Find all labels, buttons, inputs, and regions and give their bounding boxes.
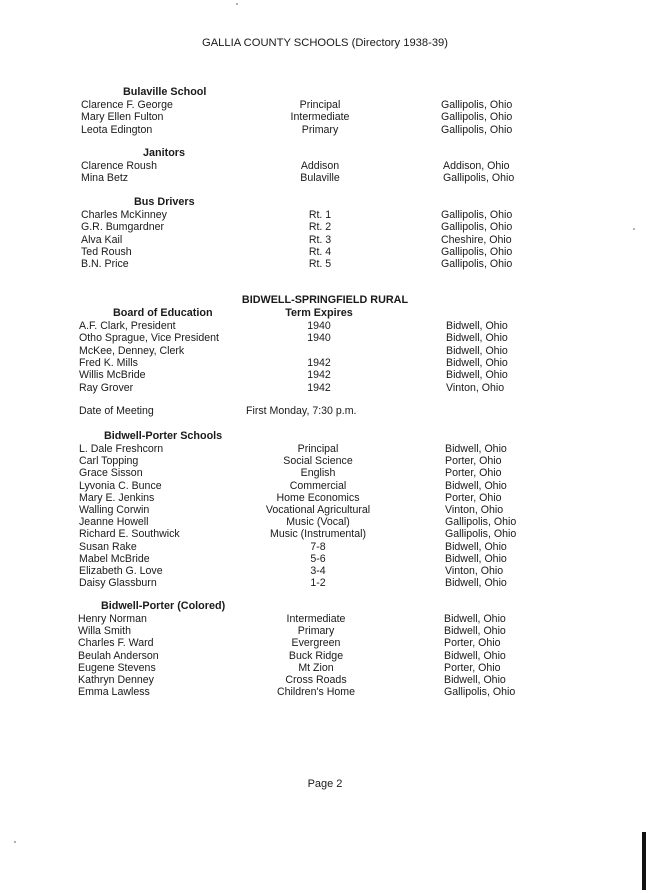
position-cell: English (300, 467, 336, 480)
directory-row (0, 99, 650, 111)
directory-row (0, 209, 650, 221)
position-cell: Buck Ridge (288, 649, 344, 662)
directory-row (0, 455, 650, 467)
position-cell: Children's Home (277, 686, 355, 699)
position-cell: Rt. 1 (308, 209, 332, 221)
directory-row (0, 172, 650, 184)
position-cell: Intermediate (290, 111, 350, 124)
directory-row (0, 369, 650, 381)
directory-row (0, 160, 650, 172)
meeting-value: First Monday, 7:30 p.m. (246, 405, 357, 417)
directory-row (0, 258, 650, 270)
directory-row (0, 357, 650, 369)
directory-row (0, 234, 650, 246)
directory-row (0, 686, 650, 698)
position-cell: Mt Zion (298, 661, 334, 674)
directory-row (0, 492, 650, 504)
address-cell: Vinton, Ohio (445, 504, 504, 516)
address-cell: Bidwell, Ohio (445, 577, 507, 590)
scan-edge-mark (642, 832, 646, 890)
address-cell: Bidwell, Ohio (446, 356, 508, 369)
address-cell: Gallipolis, Ohio (441, 221, 513, 234)
person-name: G.R. Bumgardner (81, 221, 165, 234)
directory-row (0, 528, 650, 540)
person-name: Beulah Anderson (78, 649, 159, 662)
address-cell: Gallipolis, Ohio (445, 516, 517, 529)
directory-row (0, 662, 650, 674)
person-name: Grace Sisson (79, 467, 143, 480)
address-cell: Porter, Ohio (444, 637, 501, 650)
position-cell: 1-2 (310, 577, 326, 590)
address-cell: Bidwell, Ohio (445, 479, 507, 492)
person-name: Mina Betz (81, 172, 129, 185)
person-name: Otho Sprague, Vice President (79, 332, 219, 345)
address-cell: Bidwell, Ohio (446, 344, 508, 357)
directory-row (0, 345, 650, 357)
address-cell: Porter, Ohio (445, 467, 502, 480)
directory-row (0, 553, 650, 565)
person-name: Fred K. Mills (79, 356, 138, 369)
directory-row (0, 541, 650, 553)
address-cell: Gallipolis, Ohio (441, 258, 513, 271)
position-cell: Music (Vocal) (286, 516, 350, 529)
position-cell: Primary (301, 123, 339, 136)
person-name: Clarence Roush (81, 160, 157, 172)
person-name: Susan Rake (79, 540, 137, 553)
address-cell: Bidwell, Ohio (446, 320, 508, 332)
person-name: Willis McBride (79, 369, 146, 382)
position-cell: Principal (299, 99, 341, 111)
address-cell: Gallipolis, Ohio (441, 111, 513, 124)
directory-row (0, 674, 650, 686)
position-cell: Primary (297, 625, 335, 638)
person-name: Emma Lawless (78, 686, 150, 699)
position-cell: 7-8 (310, 540, 326, 553)
directory-row (0, 111, 650, 123)
position-cell: 1940 (307, 320, 331, 332)
person-name: L. Dale Freshcorn (79, 443, 164, 455)
section-heading: Janitors (143, 147, 186, 159)
person-name: Leota Edington (81, 123, 153, 136)
directory-row (0, 443, 650, 455)
position-cell: 1940 (307, 332, 331, 345)
position-cell: Rt. 3 (308, 233, 332, 246)
scan-speck (236, 3, 238, 5)
person-name: Ray Grover (79, 381, 134, 394)
person-name: A.F. Clark, President (79, 320, 176, 332)
address-cell: Gallipolis, Ohio (441, 209, 513, 221)
address-cell: Bidwell, Ohio (445, 552, 507, 565)
address-cell: Bidwell, Ohio (446, 332, 508, 345)
address-cell: Gallipolis, Ohio (441, 245, 513, 258)
directory-row (0, 625, 650, 637)
person-name: Willa Smith (78, 625, 131, 638)
address-cell: Gallipolis, Ohio (441, 99, 513, 111)
person-name: Walling Corwin (79, 504, 150, 516)
person-name: Jeanne Howell (79, 516, 149, 529)
address-cell: Porter, Ohio (445, 455, 502, 468)
directory-row (0, 480, 650, 492)
directory-row (0, 637, 650, 649)
person-name: Henry Norman (78, 613, 147, 625)
position-cell: 1942 (307, 381, 331, 394)
section-heading: Bidwell-Porter Schools (104, 430, 223, 442)
person-name: Lyvonia C. Bunce (79, 479, 162, 492)
directory-row (0, 467, 650, 479)
directory-row (0, 565, 650, 577)
directory-row (0, 382, 650, 394)
address-cell: Bidwell, Ohio (445, 443, 507, 455)
address-cell: Porter, Ohio (445, 491, 502, 504)
address-cell: Vinton, Ohio (446, 381, 505, 394)
person-name: Alva Kail (81, 233, 123, 246)
directory-row (0, 246, 650, 258)
section-heading: Bidwell-Porter (Colored) (101, 600, 226, 612)
meeting-label: Date of Meeting (79, 405, 154, 417)
person-name: Richard E. Southwick (79, 528, 180, 541)
directory-row (0, 650, 650, 662)
position-cell: Home Economics (276, 491, 360, 504)
address-cell: Vinton, Ohio (445, 565, 504, 577)
position-cell: 1942 (307, 369, 331, 382)
directory-row (0, 320, 650, 332)
meeting-row (0, 405, 650, 417)
directory-row (0, 332, 650, 344)
person-name: B.N. Price (81, 258, 129, 271)
directory-row (0, 124, 650, 136)
position-cell: Music (Instrumental) (270, 528, 366, 541)
person-name: Elizabeth G. Love (79, 565, 163, 577)
person-name: Kathryn Denney (78, 674, 154, 686)
position-cell: Bulaville (300, 172, 340, 185)
position-cell: Rt. 5 (308, 258, 332, 271)
person-name: Mary Ellen Fulton (81, 111, 164, 124)
position-cell: Evergreen (291, 637, 341, 650)
person-name: Carl Topping (79, 455, 139, 468)
position-cell: Rt. 4 (308, 245, 332, 258)
position-cell: Cross Roads (285, 674, 347, 686)
board-of-education-heading: Board of Education (113, 307, 213, 319)
term-expires-heading: Term Expires (285, 307, 353, 319)
position-cell: Intermediate (286, 613, 346, 625)
directory-row (0, 516, 650, 528)
position-cell: Principal (297, 443, 339, 455)
person-name: Ted Roush (81, 245, 132, 258)
address-cell: Bidwell, Ohio (445, 540, 507, 553)
address-cell: Gallipolis, Ohio (445, 528, 517, 541)
page-number: Page 2 (307, 778, 343, 790)
person-name: Mabel McBride (79, 552, 150, 565)
address-cell: Cheshire, Ohio (441, 233, 512, 246)
person-name: Daisy Glassburn (79, 577, 157, 590)
position-cell: Commercial (289, 479, 347, 492)
position-cell: 5-6 (310, 552, 326, 565)
directory-row (0, 613, 650, 625)
section-heading: Bus Drivers (134, 196, 195, 208)
person-name: Mary E. Jenkins (79, 491, 155, 504)
address-cell: Bidwell, Ohio (444, 613, 506, 625)
person-name: Eugene Stevens (78, 661, 156, 674)
section-heading: Bulaville School (123, 86, 207, 98)
address-cell: Bidwell, Ohio (444, 649, 506, 662)
address-cell: Bidwell, Ohio (444, 674, 506, 686)
address-cell: Gallipolis, Ohio (443, 172, 515, 185)
directory-row (0, 504, 650, 516)
directory-row (0, 221, 650, 233)
address-cell: Bidwell, Ohio (446, 369, 508, 382)
scan-speck (14, 841, 16, 843)
position-cell: Rt. 2 (308, 221, 332, 234)
address-cell: Gallipolis, Ohio (444, 686, 516, 699)
page-title: GALLIA COUNTY SCHOOLS (Directory 1938-39) (202, 37, 448, 49)
person-name: Clarence F. George (81, 99, 173, 111)
address-cell: Gallipolis, Ohio (441, 123, 513, 136)
person-name: McKee, Denney, Clerk (79, 344, 185, 357)
person-name: Charles F. Ward (78, 637, 154, 650)
position-cell: 3-4 (310, 565, 326, 577)
address-cell: Addison, Ohio (443, 160, 510, 172)
position-cell: Vocational Agricultural (265, 504, 371, 516)
position-cell: 1942 (307, 356, 331, 369)
district-title: BIDWELL-SPRINGFIELD RURAL (241, 294, 409, 306)
person-name: Charles McKinney (81, 209, 167, 221)
address-cell: Bidwell, Ohio (444, 625, 506, 638)
position-cell: Social Science (283, 455, 353, 468)
address-cell: Porter, Ohio (444, 661, 501, 674)
directory-row (0, 577, 650, 589)
position-cell: Addison (300, 160, 340, 172)
